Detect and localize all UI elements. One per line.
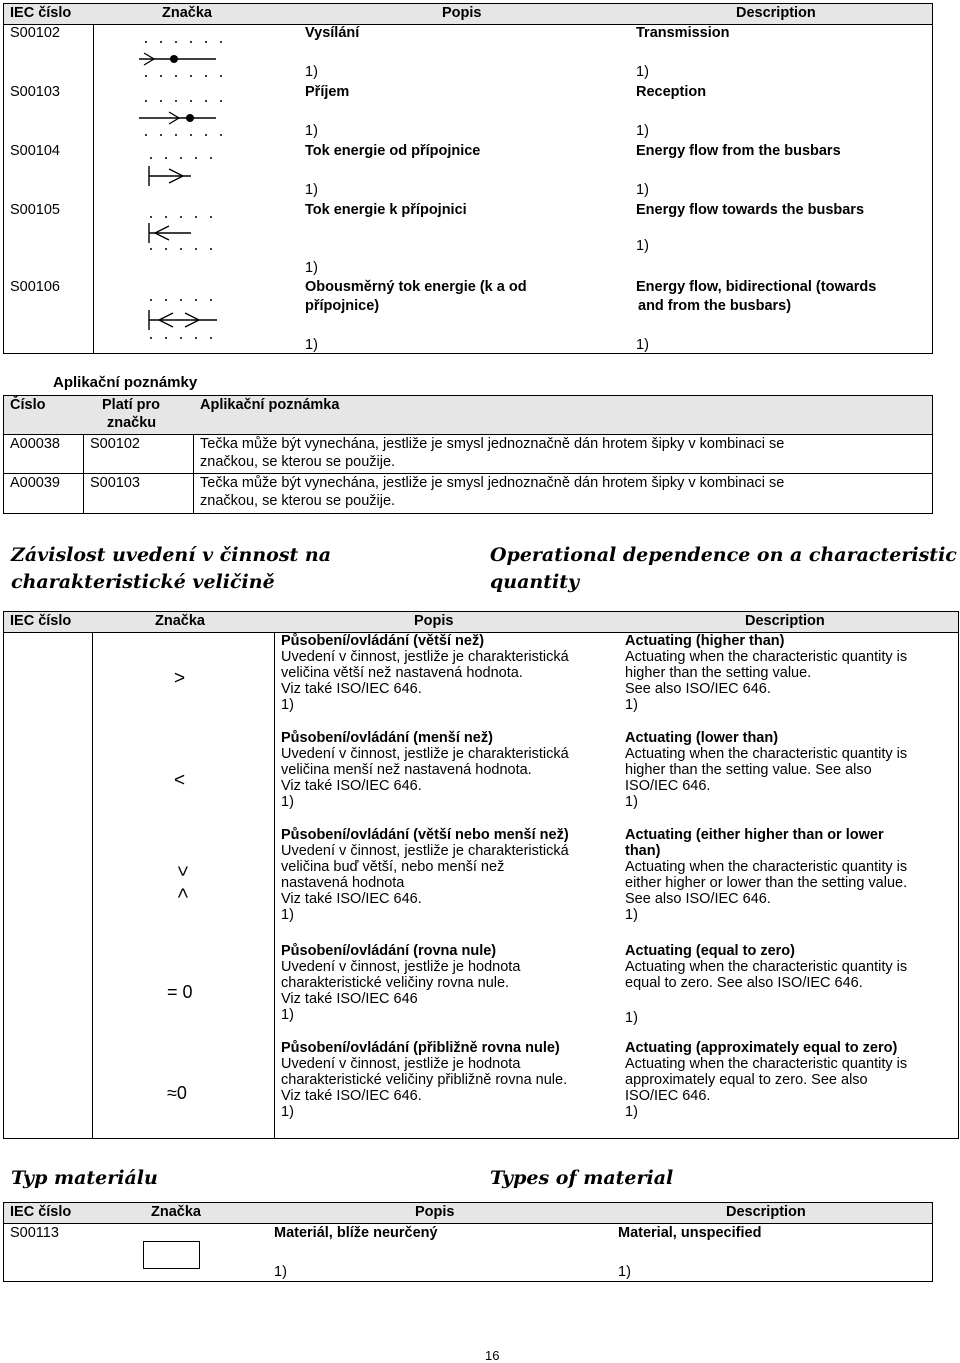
greater-than-symbol-icon: >	[171, 865, 193, 877]
popis-note: 1)	[305, 337, 318, 353]
description-text: Transmission	[636, 25, 730, 41]
table-row	[4, 142, 932, 201]
description-note: 1)	[636, 64, 649, 80]
description-block	[625, 1040, 907, 1120]
popis-block	[281, 1040, 567, 1120]
table-row	[4, 943, 958, 1040]
iec-number: S00102	[10, 25, 60, 41]
table-row	[4, 633, 958, 730]
description-line: 1)	[625, 1104, 638, 1120]
description-line: either higher or lower than the setting value.	[625, 875, 908, 891]
description-note: 1)	[636, 182, 649, 198]
iec-number: S00103	[10, 84, 60, 100]
table2-header	[4, 612, 958, 633]
description-note: 1)	[636, 238, 649, 254]
popis-line: Uvedení v činnost, jestliže je hodnota	[281, 1056, 521, 1072]
notes-header-plati: Platí pro	[102, 397, 161, 413]
popis-block	[281, 943, 520, 1023]
note-applies-to: S00103	[90, 475, 140, 491]
reception-symbol-icon	[134, 85, 244, 141]
iec-number: S00113	[10, 1225, 59, 1241]
iec-number: S00105	[10, 202, 60, 218]
energy-flow-towards-busbars-icon	[139, 203, 249, 263]
popis-line: 1)	[281, 1104, 294, 1120]
note-text-line-1: Tečka může být vynechána, jestliže je smysl jednoznačně dán hrotem šipky v kombinaci se	[200, 436, 785, 452]
note-text-line-2: značkou, se kterou se použije.	[200, 493, 396, 509]
popis-line: 1)	[281, 794, 294, 810]
table-row	[4, 83, 932, 142]
page-number: 16	[485, 1348, 500, 1363]
popis-line: veličina větší než nastavená hodnota.	[281, 665, 523, 681]
description-note: 1)	[636, 123, 649, 139]
description-line: See also ISO/IEC 646.	[625, 891, 771, 907]
description-line: Actuating when the characteristic quantity is	[625, 746, 908, 762]
popis-text-line-1: Obousměrný tok energie (k a od	[305, 279, 527, 295]
popis-line: Uvedení v činnost, jestliže je charakteristická	[281, 746, 569, 762]
popis-line: veličina menší než nastavená hodnota.	[281, 762, 532, 778]
popis-line: Viz také ISO/IEC 646.	[281, 778, 422, 794]
popis-line: Viz také ISO/IEC 646.	[281, 891, 422, 907]
description-line: Actuating (higher than)	[625, 633, 785, 649]
note-applies-to: S00102	[90, 436, 140, 452]
popis-block	[281, 633, 569, 713]
popis-line: charakteristické veličiny rovna nule.	[281, 975, 510, 991]
popis-line: Působení/ovládání (menší než)	[281, 730, 493, 746]
description-line: Actuating (either higher than or lower	[625, 827, 884, 843]
notes-title: Aplikační poznámky	[53, 374, 198, 391]
popis-line: Viz také ISO/IEC 646.	[281, 681, 422, 697]
popis-text: Materiál, blíže neurčený	[274, 1225, 438, 1241]
description-line: Actuating when the characteristic quantity is	[625, 959, 908, 975]
popis-text: Příjem	[305, 84, 350, 100]
description-block	[625, 730, 907, 810]
description-block	[625, 827, 907, 923]
description-line: 1)	[625, 794, 638, 810]
popis-text-line-2: přípojnice)	[305, 298, 380, 314]
popis-block	[281, 827, 569, 923]
section-heading-en-line-1: Operational dependence on a characteristic	[490, 544, 957, 566]
description-line: ISO/IEC 646.	[625, 1088, 711, 1104]
description-line: 1)	[625, 697, 638, 713]
table-row	[4, 1040, 958, 1138]
description-line: equal to zero. See also ISO/IEC 646.	[625, 975, 863, 991]
popis-line: 1)	[281, 1007, 294, 1023]
section-heading-cz-line-1: Závislost uvedení v činnost na	[11, 544, 332, 566]
description-line	[625, 991, 907, 1010]
notes-header-poznamka: Aplikační poznámka	[200, 397, 340, 413]
description-line: Actuating when the characteristic quantity is	[625, 859, 908, 875]
col-header-popis: Popis	[415, 1204, 455, 1220]
popis-line: 1)	[281, 697, 294, 713]
note-number: A00039	[10, 475, 60, 491]
table-row	[4, 1224, 932, 1281]
description-line: See also ISO/IEC 646.	[625, 681, 771, 697]
transmission-symbol-icon	[134, 26, 244, 82]
table-row	[4, 278, 932, 354]
popis-line: Působení/ovládání (větší nebo menší než)	[281, 827, 569, 843]
notes-table	[3, 395, 933, 514]
description-text: Reception	[636, 84, 707, 100]
col-header-znacka: Značka	[155, 613, 205, 629]
table3-header	[4, 1203, 932, 1224]
col-header-popis: Popis	[414, 613, 454, 629]
popis-line: charakteristické veličiny přibližně rovna nule.	[281, 1072, 568, 1088]
popis-text: Tok energie od přípojnice	[305, 143, 481, 159]
popis-line: Působení/ovládání (přibližně rovna nule)	[281, 1040, 560, 1056]
popis-text: Tok energie k přípojnici	[305, 202, 467, 218]
popis-note: 1)	[305, 64, 318, 80]
description-line: 1)	[625, 907, 638, 923]
description-line: Actuating (approximately equal to zero)	[625, 1040, 898, 1056]
section-heading-en	[490, 542, 957, 596]
col-header-description: Description	[726, 1204, 806, 1220]
description-note: 1)	[636, 337, 649, 353]
note-text-line-1: Tečka může být vynechána, jestliže je smysl jednoznačně dán hrotem šipky v kombinaci se	[200, 475, 785, 491]
description-text: Energy flow from the busbars	[636, 143, 841, 159]
popis-note: 1)	[305, 260, 318, 276]
table-row	[4, 730, 958, 827]
popis-line: Působení/ovládání (větší než)	[281, 633, 485, 649]
col-header-iec: IEC číslo	[10, 613, 72, 629]
popis-line: Působení/ovládání (rovna nule)	[281, 943, 497, 959]
description-line: than)	[625, 843, 661, 859]
description-text-line-1: Energy flow, bidirectional (towards	[636, 279, 877, 295]
less-than-symbol-icon: <	[174, 770, 186, 791]
popis-line: 1)	[281, 907, 294, 923]
operational-dependence-table	[3, 611, 959, 1139]
description-line: higher than the setting value. See also	[625, 762, 872, 778]
popis-line: Uvedení v činnost, jestliže je hodnota	[281, 959, 521, 975]
bidirectional-energy-flow-icon	[139, 286, 249, 354]
iec-number: S00106	[10, 279, 60, 295]
note-number: A00038	[10, 436, 60, 452]
section-heading-cz-line-2: charakteristické veličině	[11, 571, 275, 593]
popis-line: veličina buď větší, nebo menší než	[281, 859, 505, 875]
col-header-description: Description	[745, 613, 825, 629]
col-header-znacka: Značka	[151, 1204, 201, 1220]
popis-text: Vysílání	[305, 25, 360, 41]
notes-header-cislo: Číslo	[10, 397, 46, 413]
table-row	[4, 827, 958, 943]
description-line: Actuating (equal to zero)	[625, 943, 795, 959]
table-row	[4, 24, 932, 83]
popis-line: nastavená hodnota	[281, 875, 405, 891]
material-heading-cz: Typ materiálu	[11, 1167, 158, 1189]
material-unspecified-symbol-icon	[143, 1241, 200, 1269]
section-heading-cz	[11, 542, 331, 596]
description-text-line-2: and from the busbars)	[638, 298, 792, 314]
description-line: ISO/IEC 646.	[625, 778, 711, 794]
equal-zero-symbol-icon: = 0	[167, 982, 193, 1002]
description-line: Actuating when the characteristic quantity is	[625, 1056, 908, 1072]
popis-line: Uvedení v činnost, jestliže je charakteristická	[281, 649, 569, 665]
material-table	[3, 1202, 933, 1282]
popis-note: 1)	[305, 123, 318, 139]
section-heading-en-line-2: quantity	[490, 571, 580, 593]
symbol-table-1	[3, 3, 933, 354]
popis-note: 1)	[274, 1264, 287, 1280]
table-row	[4, 435, 932, 473]
popis-line: Viz také ISO/IEC 646.	[281, 1088, 422, 1104]
notes-header-plati-2: značku	[107, 415, 157, 431]
table1-header	[4, 4, 932, 25]
energy-flow-from-busbars-icon	[139, 144, 249, 200]
greater-than-symbol-icon: >	[174, 668, 186, 689]
popis-block	[281, 730, 569, 810]
description-line: 1)	[625, 1010, 638, 1026]
col-header-popis: Popis	[442, 5, 482, 21]
popis-line: Viz také ISO/IEC 646	[281, 991, 418, 1007]
description-block	[625, 943, 907, 1026]
description-text: Energy flow towards the busbars	[636, 202, 865, 218]
less-than-symbol-icon: <	[171, 887, 193, 899]
col-header-znacka: Značka	[162, 5, 212, 21]
description-note: 1)	[618, 1264, 631, 1280]
note-text-line-2: značkou, se kterou se použije.	[200, 454, 396, 470]
description-block	[625, 633, 907, 713]
description-line: approximately equal to zero. See also	[625, 1072, 868, 1088]
description-line: Actuating (lower than)	[625, 730, 779, 746]
popis-line: Uvedení v činnost, jestliže je charakteristická	[281, 843, 569, 859]
material-heading-en: Types of material	[490, 1167, 674, 1189]
description-text: Material, unspecified	[618, 1225, 762, 1241]
table-row	[4, 474, 932, 513]
iec-number: S00104	[10, 143, 60, 159]
col-header-description: Description	[736, 5, 816, 21]
approximately-zero-symbol-icon: ≈0	[167, 1083, 187, 1103]
notes-header	[4, 396, 932, 435]
col-header-iec: IEC číslo	[10, 5, 72, 21]
popis-note: 1)	[305, 182, 318, 198]
description-line: higher than the setting value.	[625, 665, 812, 681]
table-row	[4, 201, 932, 278]
col-header-iec: IEC číslo	[10, 1204, 72, 1220]
description-line: Actuating when the characteristic quantity is	[625, 649, 908, 665]
